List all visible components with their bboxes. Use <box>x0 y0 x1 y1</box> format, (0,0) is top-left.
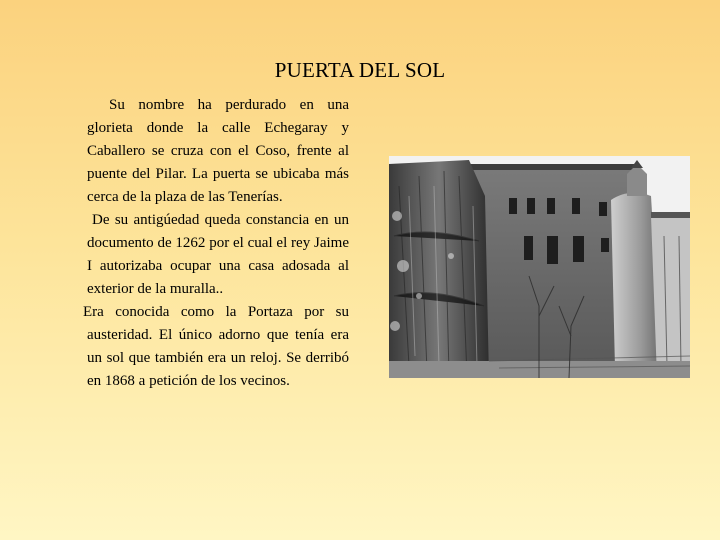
paragraph-2: De su antigúedad queda constancia en un documento de 1262 por el cual el rey Jaime I autorizaba ocupar una casa adosada al exterior de la muralla.. <box>87 212 349 297</box>
body-text <box>83 94 349 393</box>
historic-photo <box>389 156 690 378</box>
paragraph-3: Era conocida como la Portaza por su austeridad. El único adorno que tenía era un sol que también era un reloj. Se derribó en 1868 a petición de los vecinos. <box>83 304 349 389</box>
paragraph-1: Su nombre ha perdurado en una glorieta donde la calle Echegaray y Caballero se cruza con el Coso, frente al puente del Pilar. La puerta se ubicaba más cerca de la plaza de las Tenerías. <box>87 97 349 205</box>
photo-building-illustration <box>389 156 690 378</box>
slide-title: PUERTA DEL SOL <box>274 58 446 82</box>
